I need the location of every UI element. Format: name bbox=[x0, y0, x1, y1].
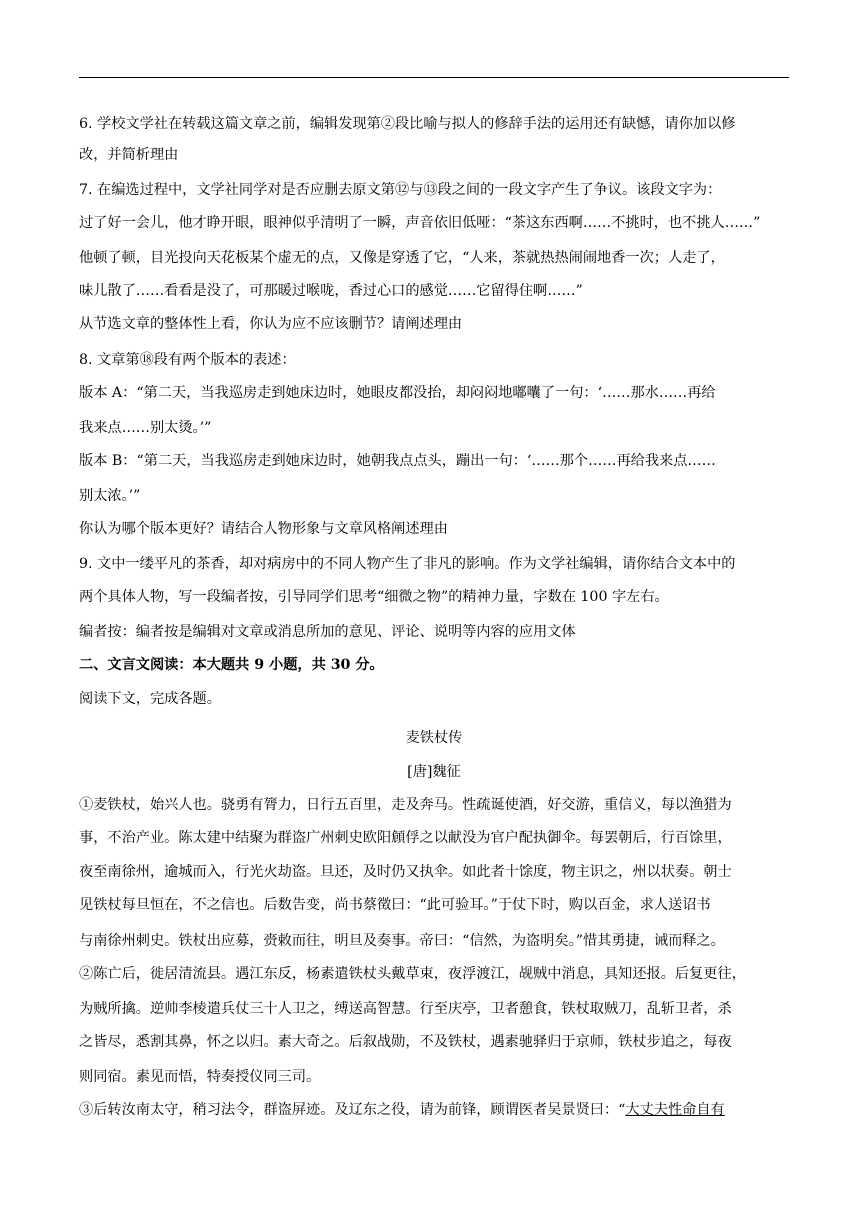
passage-p2-line-1: ②陈亡后，徙居清流县。遇江东反，杨素遣铁杖头戴草束，夜浮渡江，觇贼中消息，具知还报。后复更往， bbox=[79, 966, 746, 982]
passage-p3-underlined: 大丈夫性命自有 bbox=[625, 1102, 725, 1118]
passage-p1-line-2: 事，不治产业。陈太建中结聚为群盗广州刺史欧阳頠俘之以献没为官户配执御伞。每罢朝后，行百馀里， bbox=[79, 830, 732, 846]
q8-line-1: 8. 文章第⑱段有两个版本的表述： bbox=[79, 352, 296, 368]
q7-quote-line-3: 味儿散了……看看是没了，可那暖过喉咙，香过心口的感觉……它留得住啊……” bbox=[79, 283, 583, 299]
q8-version-a-1: 版本 A：“第二天，当我巡房走到她床边时，她眼皮都没抬，却闷闷地嘟囔了一句：‘……那水……再给 bbox=[79, 385, 716, 401]
q7-quote-line-1: 过了好一会儿，他才睁开眼，眼神似乎清明了一瞬，声音依旧低哑：“茶这东西啊……不挑时，也不挑人……” bbox=[79, 215, 761, 231]
passage-p1-line-3: 夜至南徐州，逾城而入，行光火劫盗。旦还，及时仍又执伞。如此者十馀度，物主识之，州以状奏。朝士 bbox=[79, 864, 732, 880]
passage-p2-line-4: 则同宿。素见而悟，特奏授仪同三司。 bbox=[79, 1069, 321, 1085]
q6-line-2: 改，并简析理由 bbox=[79, 147, 179, 163]
header-rule bbox=[79, 77, 789, 78]
q6-line-1: 6. 学校文学社在转载这篇文章之前，编辑发现第②段比喻与拟人的修辞手法的运用还有缺憾，请你加以修 bbox=[79, 116, 736, 132]
q8-version-a-2: 我来点……别太烫。’” bbox=[79, 420, 212, 436]
passage-p2-line-3: 之皆尽，悉割其鼻，怀之以归。素大奇之。后叙战勋，不及铁杖，遇素驰驿归于京师，铁杖步追之，每夜 bbox=[79, 1034, 732, 1050]
q7-prompt: 从节选文章的整体性上看，你认为应不应该删节？请阐述理由 bbox=[79, 316, 463, 332]
q8-version-b-2: 别太浓。’” bbox=[79, 488, 141, 504]
q8-prompt: 你认为哪个版本更好？请结合人物形象与文章风格阐述理由 bbox=[79, 521, 448, 537]
passage-p3-line-1 bbox=[79, 1100, 789, 1120]
passage-p1-line-4: 见铁杖每旦恒在，不之信也。后数告变，尚书蔡徵曰：“此可验耳。”于仗下时，购以百金，求人送诏书 bbox=[79, 897, 711, 913]
reading-instruction: 阅读下文，完成各题。 bbox=[79, 691, 221, 707]
q7-line-1: 7. 在编选过程中，文学社同学对是否应删去原文第⑫与⑬段之间的一段文字产生了争议。该段文字为： bbox=[79, 182, 722, 198]
q9-line-2: 两个具体人物，写一段编者按，引导同学们思考“细微之物”的精神力量，字数在 100 字左右。 bbox=[79, 589, 669, 605]
passage-author: [唐]魏征 bbox=[407, 764, 461, 780]
passage-p1-line-1: ①麦铁杖，始兴人也。骁勇有膂力，日行五百里，走及奔马。性疏诞使酒，好交游，重信义，每以渔猎为 bbox=[79, 797, 732, 813]
q9-note: 编者按：编者按是编辑对文章或消息所加的意见、评论、说明等内容的应用文体 bbox=[79, 624, 576, 640]
passage-p2-line-2: 为贼所擒。逆帅李棱遣兵仗三十人卫之，缚送高智慧。行至庆亭，卫者憩食，铁杖取贼刀，乱斩卫者，杀 bbox=[79, 1001, 732, 1017]
section-2-heading: 二、文言文阅读：本大题共 9 小题，共 30 分。 bbox=[79, 657, 384, 673]
q9-line-1: 9. 文中一缕平凡的茶香，却对病房中的不同人物产生了非凡的影响。作为文学社编辑，请你结合文本中的 bbox=[79, 556, 736, 572]
q7-quote-line-2: 他顿了顿，目光投向天花板某个虚无的点，又像是穿透了它，“人来，茶就热热闹闹地香一次；人走了， bbox=[79, 250, 725, 266]
q8-version-b-1: 版本 B：“第二天，当我巡房走到她床边时，她朝我点点头，蹦出一句：‘……那个……再给我来点…… bbox=[79, 453, 716, 469]
passage-p3-text: ③后转汝南太守，稍习法令，群盗屏迹。及辽东之役，请为前锋，顾谓医者吴景贤曰：“ bbox=[79, 1102, 626, 1118]
passage-title: 麦铁杖传 bbox=[405, 730, 463, 746]
passage-p1-line-5: 与南徐州刺史。铁杖出应募，赍敕而往，明旦及奏事。帝曰：“信然，为盗明矣。”惜其勇捷，诫而释之。 bbox=[79, 933, 725, 949]
